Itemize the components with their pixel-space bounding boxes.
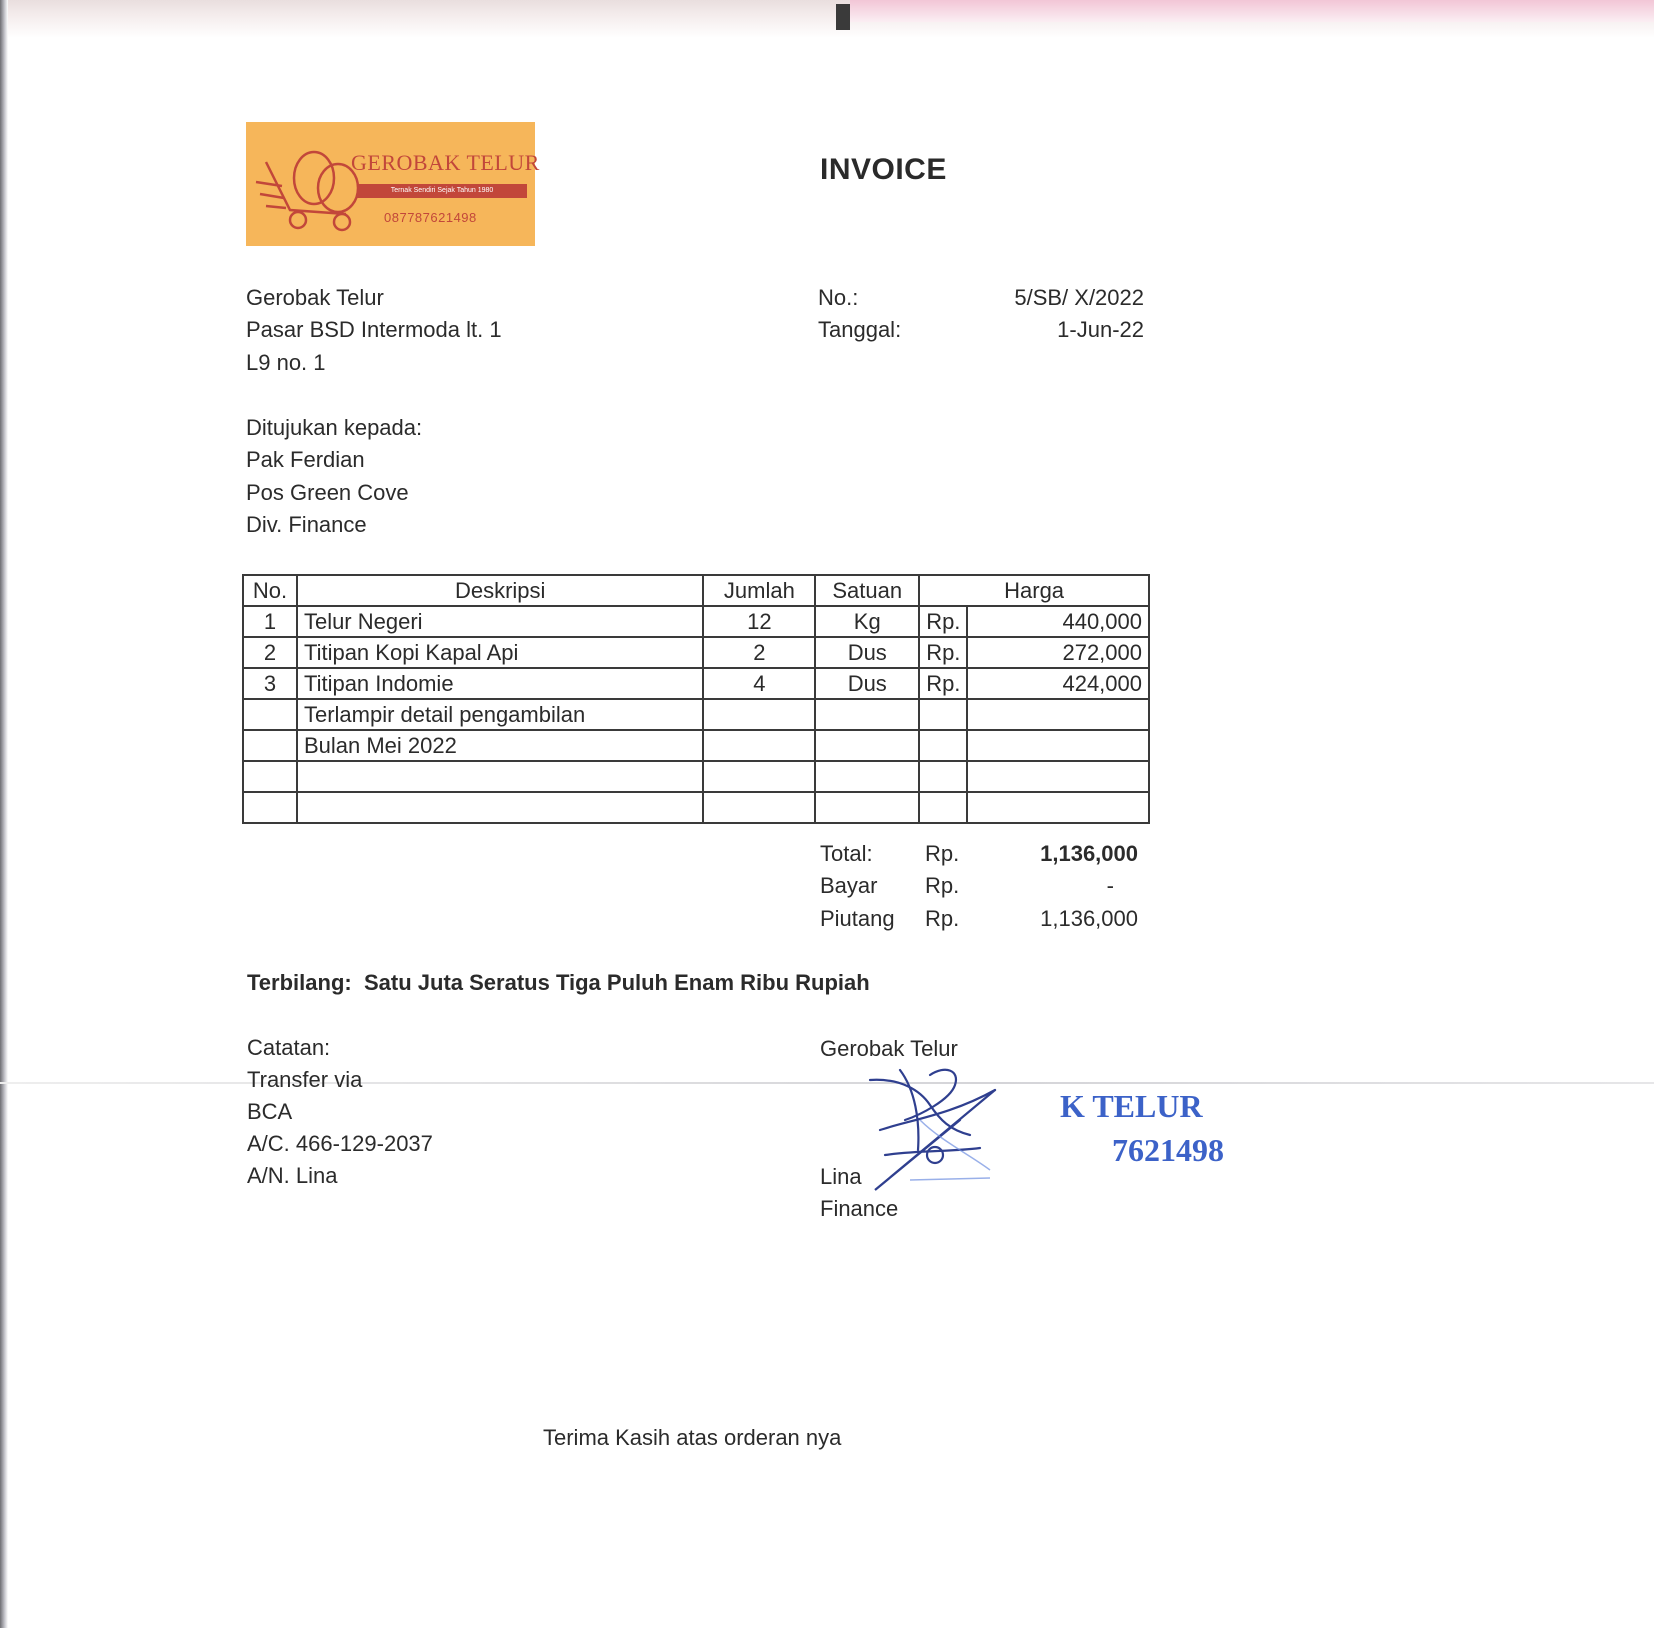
due-currency: Rp. [925,906,960,931]
row-quantity: 4 [703,668,815,699]
row-price: 272,000 [967,637,1149,668]
table-row [243,699,1149,730]
invoice-date-label: Tanggal: [818,317,902,342]
document-title: INVOICE [820,153,947,186]
row-price [967,699,1149,730]
row-description: Telur Negeri [297,606,704,637]
total-currency: Rp. [925,841,960,866]
row-description [297,761,704,792]
recipient-company: Pos Green Cove [246,480,409,505]
row-quantity [703,730,815,761]
row-price [967,730,1149,761]
seller-name: Gerobak Telur [246,285,384,310]
scan-artifact [836,4,850,30]
signature-name: Lina [820,1164,862,1189]
invoice-no-value: 5/SB/ X/2022 [1014,285,1144,310]
scan-edge-left [0,0,8,1628]
invoice-no-label: No.: [818,285,859,310]
row-no: 1 [243,606,297,637]
row-price [967,792,1149,823]
table-row [243,792,1149,823]
seller-address-line2: L9 no. 1 [246,350,326,375]
row-no [243,730,297,761]
row-description: Terlampir detail pengambilan [297,699,704,730]
notes-label: Catatan: [247,1035,331,1060]
recipient-label: Ditujukan kepada: [246,415,423,440]
table-row [243,761,1149,792]
row-no [243,699,297,730]
stamp-text-line2: 7621498 [1112,1132,1224,1168]
row-unit: Dus [815,668,919,699]
row-no: 2 [243,637,297,668]
row-unit [815,761,919,792]
row-unit: Dus [815,637,919,668]
row-currency: Rp. [919,668,967,699]
stamp-text-line1: K TELUR [1060,1088,1203,1124]
row-description [297,792,704,823]
recipient-division: Div. Finance [246,512,367,537]
paid-label: Bayar [820,873,878,898]
row-currency [919,730,967,761]
in-words-label: Terbilang: [247,970,352,995]
row-description: Titipan Indomie [297,668,704,699]
notes-account-name: A/N. Lina [247,1163,338,1188]
table-row [243,606,1149,637]
row-currency [919,699,967,730]
company-logo [246,122,540,246]
notes-line2: BCA [247,1099,293,1124]
row-price [967,761,1149,792]
table-row [243,730,1149,761]
notes-account-number: A/C. 466-129-2037 [247,1131,433,1156]
paid-currency: Rp. [925,873,960,898]
logo-name: GEROBAK TELUR [351,150,540,175]
row-no [243,761,297,792]
row-unit [815,792,919,823]
row-price: 440,000 [967,606,1149,637]
col-header-unit: Satuan [815,575,919,606]
table-header-row [243,575,1149,606]
row-description: Bulan Mei 2022 [297,730,704,761]
row-unit: Kg [815,606,919,637]
row-unit [815,730,919,761]
seller-address-line1: Pasar BSD Intermoda lt. 1 [246,317,502,342]
table-row [243,637,1149,668]
row-quantity: 12 [703,606,815,637]
row-currency [919,761,967,792]
due-value: 1,136,000 [1040,906,1138,931]
col-header-price: Harga [919,575,1149,606]
logo-tagline: Ternak Sendiri Sejak Tahun 1980 [390,187,494,194]
col-header-no: No. [243,575,297,606]
col-header-quantity: Jumlah [703,575,815,606]
in-words-value: Satu Juta Seratus Tiga Puluh Enam Ribu Rupiah [364,970,870,995]
signature-image [860,1060,1010,1200]
invoice-date-value: 1-Jun-22 [1057,317,1144,342]
scan-edge-top-pink [850,0,1654,22]
row-no [243,792,297,823]
signature-role: Finance [820,1196,899,1221]
items-table [242,574,1150,824]
signature-company: Gerobak Telur [820,1036,958,1061]
row-price: 424,000 [967,668,1149,699]
row-unit [815,699,919,730]
row-quantity: 2 [703,637,815,668]
total-label: Total: [820,841,873,866]
due-label: Piutang [820,906,895,931]
row-quantity [703,761,815,792]
row-currency [919,792,967,823]
notes-line1: Transfer via [247,1067,363,1092]
total-value: 1,136,000 [1040,841,1138,866]
row-no: 3 [243,668,297,699]
row-quantity [703,699,815,730]
logo-phone: 087787621498 [384,210,477,225]
col-header-description: Deskripsi [297,575,704,606]
paid-value: - [1106,873,1114,898]
thank-you-note: Terima Kasih atas orderan nya [543,1425,842,1450]
row-currency: Rp. [919,606,967,637]
table-row [243,668,1149,699]
row-quantity [703,792,815,823]
row-description: Titipan Kopi Kapal Api [297,637,704,668]
row-currency: Rp. [919,637,967,668]
recipient-name: Pak Ferdian [246,447,365,472]
